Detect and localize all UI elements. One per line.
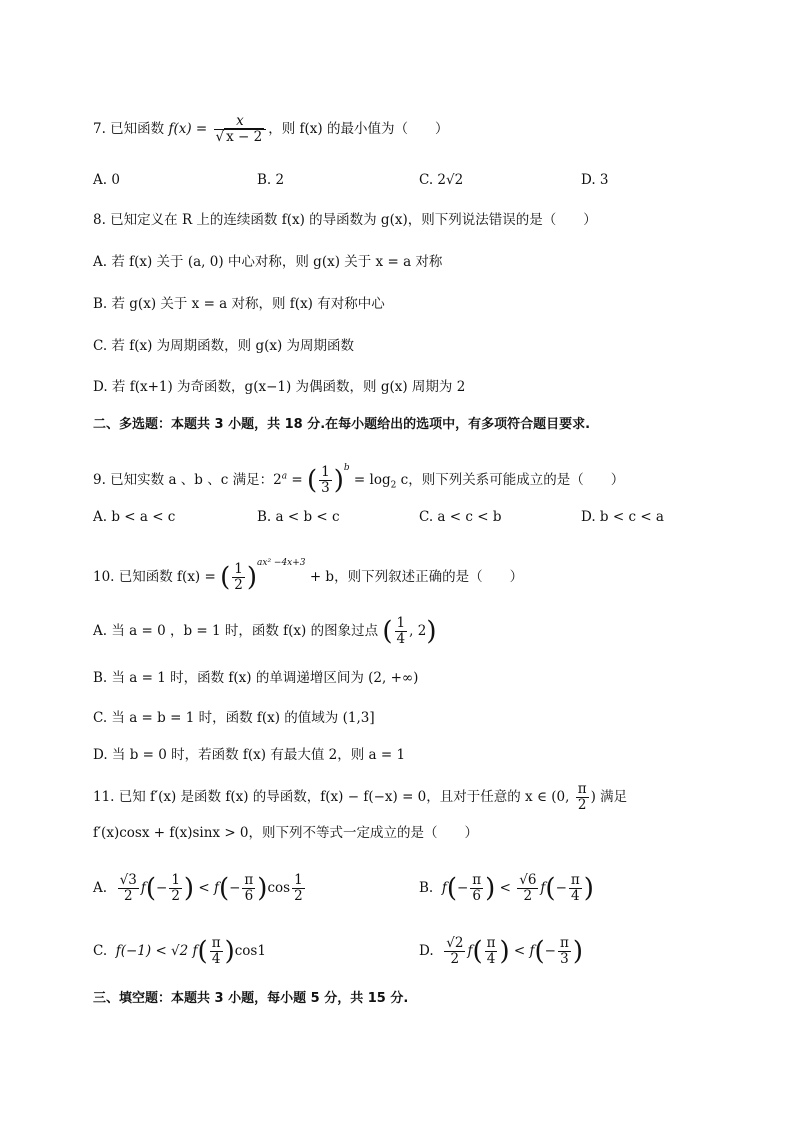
arg-fraction: [558, 936, 571, 967]
left-paren: (: [446, 873, 457, 904]
q10-option-a-fraction: [395, 616, 408, 647]
option-label: A.: [93, 880, 108, 896]
right-paren: ): [246, 562, 257, 593]
q9-log: = log: [349, 472, 391, 488]
q9-exp-a: a: [281, 471, 288, 482]
arg-fraction: [169, 873, 182, 904]
q7-stem-start: 7. 已知函数: [93, 121, 169, 137]
right-paren: ): [426, 616, 437, 647]
q7-option-a[interactable]: A. 0: [93, 172, 120, 188]
option-label: D.: [419, 943, 434, 959]
q11-two: 2: [577, 797, 587, 813]
q10-option-c[interactable]: C. 当 a = b = 1 时，函数 f(x) 的值域为 (1,3]: [93, 710, 375, 726]
q7-option-d[interactable]: D. 3: [581, 172, 609, 188]
q10-option-b[interactable]: B. 当 a = 1 时，函数 f(x) 的单调递增区间为 (2, +∞): [93, 670, 419, 686]
numerator: π: [244, 872, 254, 888]
q7-fraction: [214, 114, 267, 145]
numerator: 1: [294, 872, 303, 888]
q9-log-base: 2: [390, 480, 397, 491]
numerator: √6: [519, 872, 537, 888]
f-symbol: < f: [194, 880, 219, 896]
denominator: 6: [472, 888, 482, 904]
q9-stem-start: 9. 已知实数 a 、b 、c 满足：2: [93, 472, 282, 488]
q7-numerator: x: [236, 113, 244, 129]
right-paren: ): [257, 873, 268, 904]
q7-stem-end: ，则 f(x) 的最小值为（ ）: [268, 121, 449, 137]
numerator: π: [472, 872, 482, 888]
q11-stem-end: ) 满足: [590, 789, 628, 805]
denominator: 2: [171, 888, 180, 904]
option-label: B.: [419, 880, 434, 896]
left-paren: (: [545, 873, 556, 904]
q10-stem-end: + b，则下列叙述正确的是（ ）: [305, 569, 524, 585]
numerator: π: [559, 935, 569, 951]
right-paren: ): [333, 465, 344, 496]
q10-option-a[interactable]: [93, 616, 436, 647]
option-label: C.: [93, 943, 108, 959]
coef-fraction: [517, 873, 538, 904]
denominator: 4: [486, 951, 496, 967]
f-symbol: f: [467, 943, 473, 959]
f-symbol: f: [540, 880, 546, 896]
arg-fraction: [470, 873, 483, 904]
numerator: 1: [171, 872, 180, 888]
q11-option-b[interactable]: B. f(− $\frac{\pi}{6}$ ) < $\frac{√6}{2}$ f(− $\frac{\pi}{4}$ ): [419, 872, 594, 904]
q10-option-a-numerator: 1: [396, 615, 406, 631]
q7-option-b[interactable]: B. 2: [257, 172, 285, 188]
f-symbol: < f: [509, 943, 535, 959]
q9-option-b[interactable]: B. a < b < c: [257, 509, 340, 525]
denominator: 3: [560, 951, 569, 967]
section-3-heading: 三、填空题：本题共 3 小题，每小题 5 分，共 15 分.: [93, 991, 409, 1006]
less-than: <: [495, 880, 516, 896]
right-paren: ): [183, 873, 195, 904]
q9-numerator: 1: [321, 464, 330, 480]
arg-fraction: [210, 936, 223, 967]
denominator: 2: [523, 888, 533, 904]
q11-pi-fraction: [576, 782, 589, 813]
left-paren: (: [145, 873, 156, 904]
question-11: [93, 782, 627, 813]
right-paren: ): [583, 873, 594, 904]
q9-option-a[interactable]: A. b < a < c: [93, 509, 176, 525]
question-7: [93, 114, 448, 145]
coef-fraction: [118, 873, 139, 904]
q11-option-c[interactable]: [93, 936, 266, 967]
q9-option-c[interactable]: C. a < c < b: [419, 509, 502, 525]
q8-option-b[interactable]: B. 若 g(x) 关于 x = a 对称，则 f(x) 有对称中心: [93, 296, 385, 312]
right-paren: ): [572, 936, 584, 967]
q9-fraction: [319, 465, 332, 496]
denominator: 2: [123, 888, 133, 904]
q10-denominator: 2: [234, 577, 243, 593]
sqrt-sign: √: [215, 129, 225, 145]
denominator: 4: [211, 951, 221, 967]
q8-option-c[interactable]: C. 若 f(x) 为周期函数，则 g(x) 为周期函数: [93, 338, 355, 354]
question-8: 8. 已知定义在 R 上的连续函数 f(x) 的导函数为 g(x)，则下列说法错误的是（ ）: [93, 212, 597, 228]
left-paren: (: [472, 936, 483, 967]
q10-fraction: [232, 562, 245, 593]
q8-option-d[interactable]: D. 若 f(x+1) 为奇函数，g(x−1) 为偶函数，则 g(x) 周期为 2: [93, 379, 466, 395]
f-symbol: f: [140, 880, 146, 896]
denominator: 4: [571, 888, 580, 904]
cos-fraction: [292, 873, 305, 904]
q11-option-d[interactable]: D. $\frac{√2}{2}$ f( $\frac{\pi}{4}$ ) < f(− $\frac{\pi}{3}$ ): [419, 935, 584, 967]
cos-text: cos: [267, 880, 291, 896]
cos-text: cos1: [234, 943, 266, 959]
left-paren: (: [218, 873, 230, 904]
numerator: π: [486, 935, 496, 951]
left-paren: (: [220, 562, 231, 593]
q7-fx: f(x) =: [168, 121, 212, 137]
denominator: 6: [244, 888, 254, 904]
q7-option-c[interactable]: C. 2√2: [419, 172, 464, 188]
left-paren: (: [534, 936, 545, 967]
q10-option-a-text: A. 当 a = 0 ，b = 1 时，函数 f(x) 的图象过点: [93, 623, 383, 639]
q9-stem-end: c，则下列关系可能成立的是（ ）: [396, 472, 625, 488]
arg-fraction: [569, 873, 582, 904]
q10-exponent: ax² −4x+3: [257, 558, 306, 568]
q10-option-a-denominator: 4: [396, 631, 406, 647]
arg-fraction: [485, 936, 498, 967]
q11-stem-start: 11. 已知 f′(x) 是函数 f(x) 的导函数，f(x) − f(−x) = 0，且对于任意的 x ∈ (0,: [93, 789, 574, 805]
numerator: √3: [119, 872, 137, 888]
arg-fraction: [242, 873, 255, 904]
section-2-heading: 二、多选题：本题共 3 小题，共 18 分.在每小题给出的选项中，有多项符合题目要求.: [93, 417, 591, 432]
q10-option-a-point: , 2: [409, 623, 427, 639]
q9-exp-b: b: [343, 463, 350, 473]
left-paren: (: [197, 936, 208, 967]
left-paren: (: [382, 616, 393, 647]
numerator: √2: [446, 935, 464, 951]
q9-option-d[interactable]: D. b < c < a: [581, 509, 664, 525]
right-paren: ): [224, 936, 235, 967]
q11-pi: π: [577, 781, 587, 797]
q11-option-a[interactable]: A. $\frac{√3}{2}$ f(− $\frac{1}{2}$ ) < f(− $\frac{\pi}{6}$ )cos $\frac{1}{2}$: [93, 872, 303, 904]
question-10: [93, 553, 523, 593]
denominator: 2: [294, 888, 303, 904]
q9-equals: =: [287, 472, 307, 488]
right-paren: ): [485, 873, 496, 904]
inequality-left: f(−1) < √2 f: [115, 943, 198, 959]
f-symbol: f: [441, 880, 447, 896]
q9-denominator: 3: [321, 480, 330, 496]
q10-numerator: 1: [234, 561, 243, 577]
q11-condition: f′(x)cosx + f(x)sinx > 0，则下列不等式一定成立的是（ ）: [93, 825, 479, 841]
left-paren: (: [306, 465, 318, 496]
numerator: π: [211, 935, 221, 951]
question-9: [93, 458, 624, 496]
q8-option-a[interactable]: A. 若 f(x) 关于 (a, 0) 中心对称，则 g(x) 关于 x = a 对称: [93, 254, 443, 270]
q10-option-d[interactable]: D. 当 b = 0 时，若函数 f(x) 有最大值 2，则 a = 1: [93, 747, 406, 763]
coef-fraction: [444, 936, 465, 967]
q7-denominator: x − 2: [226, 129, 263, 145]
right-paren: ): [499, 936, 510, 967]
q10-stem-start: 10. 已知函数 f(x) =: [93, 569, 221, 585]
numerator: π: [570, 872, 580, 888]
denominator: 2: [450, 951, 460, 967]
